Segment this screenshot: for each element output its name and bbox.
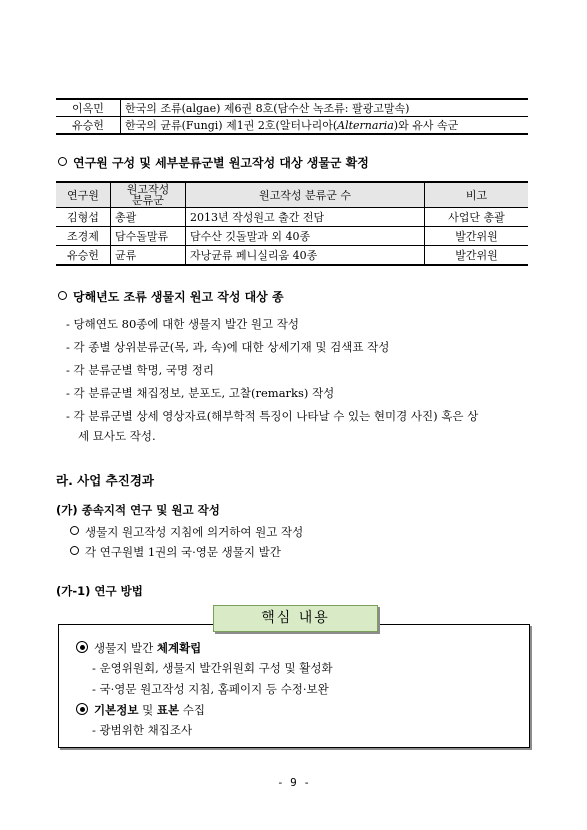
subsection-title: (가-1) 연구 방법 bbox=[56, 584, 143, 598]
cell-remarks: 발간위원 bbox=[425, 227, 529, 246]
cell-remarks: 발간위원 bbox=[425, 246, 529, 266]
list-item-continuation: 세 묘사도 작성. bbox=[78, 429, 156, 443]
header-taxon-count: 원고작성 분류군 수 bbox=[186, 182, 425, 208]
author-cell: 이옥민 bbox=[56, 99, 121, 117]
core-subitem: - 운영위원회, 생물지 발간위원회 구성 및 활성화 bbox=[92, 661, 333, 675]
table-row bbox=[56, 246, 528, 266]
core-content-title: 핵심 내용 bbox=[213, 605, 378, 632]
table-row bbox=[56, 227, 528, 246]
list-item: - 당해연도 80종에 대한 생물지 발간 원고 작성 bbox=[66, 317, 299, 331]
cell-remarks: 사업단 총괄 bbox=[425, 208, 529, 227]
core-item: 생물지 발간 체계확립 bbox=[76, 640, 201, 657]
cell-taxon-count: 자낭균류 페니실리움 40종 bbox=[186, 246, 425, 266]
list-item: - 각 분류군별 상세 영상자료(해부학적 특징이 나타날 수 있는 현미경 사진) 혹은 상 bbox=[66, 409, 479, 423]
table-row bbox=[56, 117, 528, 135]
cell-researcher: 김형섭 bbox=[56, 208, 111, 227]
page-number: - 9 - bbox=[276, 776, 311, 789]
publication-table bbox=[56, 98, 528, 135]
table-row bbox=[56, 208, 528, 227]
dotted-circle-bullet-icon bbox=[76, 703, 88, 715]
circle-bullet-icon bbox=[70, 526, 79, 535]
header-taxon: 원고작성 분류군 bbox=[111, 182, 186, 208]
heading-researcher-composition: 연구원 구성 및 세부분류군별 원고작성 대상 생물군 확정 bbox=[58, 154, 369, 171]
cell-taxon-count: 담수산 깃돌말과 외 40종 bbox=[186, 227, 425, 246]
publication-cell: 한국의 균류(Fungi) 제1권 2호(알터나리아(Alternaria)와 유사 속군 bbox=[121, 117, 529, 135]
circle-bullet-icon bbox=[70, 546, 79, 555]
circle-bullet-icon bbox=[58, 291, 67, 300]
subsection-title: (가) 종속지적 연구 및 원고 작성 bbox=[56, 503, 220, 517]
list-item: - 각 분류군별 학명, 국명 정리 bbox=[66, 363, 215, 377]
core-subitem: - 광범위한 채집조사 bbox=[92, 723, 193, 737]
header-remarks: 비고 bbox=[425, 182, 529, 208]
cell-researcher: 조경제 bbox=[56, 227, 111, 246]
table-row bbox=[56, 99, 528, 117]
circle-bullet-icon bbox=[58, 157, 67, 166]
core-item: 기본정보 및 표본 수집 bbox=[76, 702, 205, 719]
publication-cell: 한국의 조류(algae) 제6권 8호(담수산 녹조류: 팔광고말속) bbox=[121, 99, 529, 117]
list-item: 각 연구원별 1권의 국·영문 생물지 발간 bbox=[70, 544, 281, 560]
cell-researcher: 유승헌 bbox=[56, 246, 111, 266]
author-cell: 유승헌 bbox=[56, 117, 121, 135]
section-title: 라. 사업 추진경과 bbox=[56, 473, 154, 488]
table-header-row bbox=[56, 182, 528, 208]
cell-taxon-count: 2013년 작성원고 출간 전담 bbox=[186, 208, 425, 227]
header-researcher: 연구원 bbox=[56, 182, 111, 208]
cell-taxon: 총괄 bbox=[111, 208, 186, 227]
cell-taxon: 담수돌말류 bbox=[111, 227, 186, 246]
researcher-table bbox=[56, 181, 528, 266]
heading-target-species: 당해년도 조류 생물지 원고 작성 대상 종 bbox=[58, 288, 284, 305]
list-item: - 각 종별 상위분류군(목, 과, 속)에 대한 상세기재 및 검색표 작성 bbox=[66, 340, 390, 354]
list-item: - 각 분류군별 채집정보, 분포도, 고찰(remarks) 작성 bbox=[66, 386, 335, 400]
core-subitem: - 국·영문 원고작성 지침, 홈페이지 등 수정·보완 bbox=[92, 682, 329, 696]
cell-taxon: 균류 bbox=[111, 246, 186, 266]
list-item: 생물지 원고작성 지침에 의거하여 원고 작성 bbox=[70, 524, 303, 540]
dotted-circle-bullet-icon bbox=[76, 641, 88, 653]
